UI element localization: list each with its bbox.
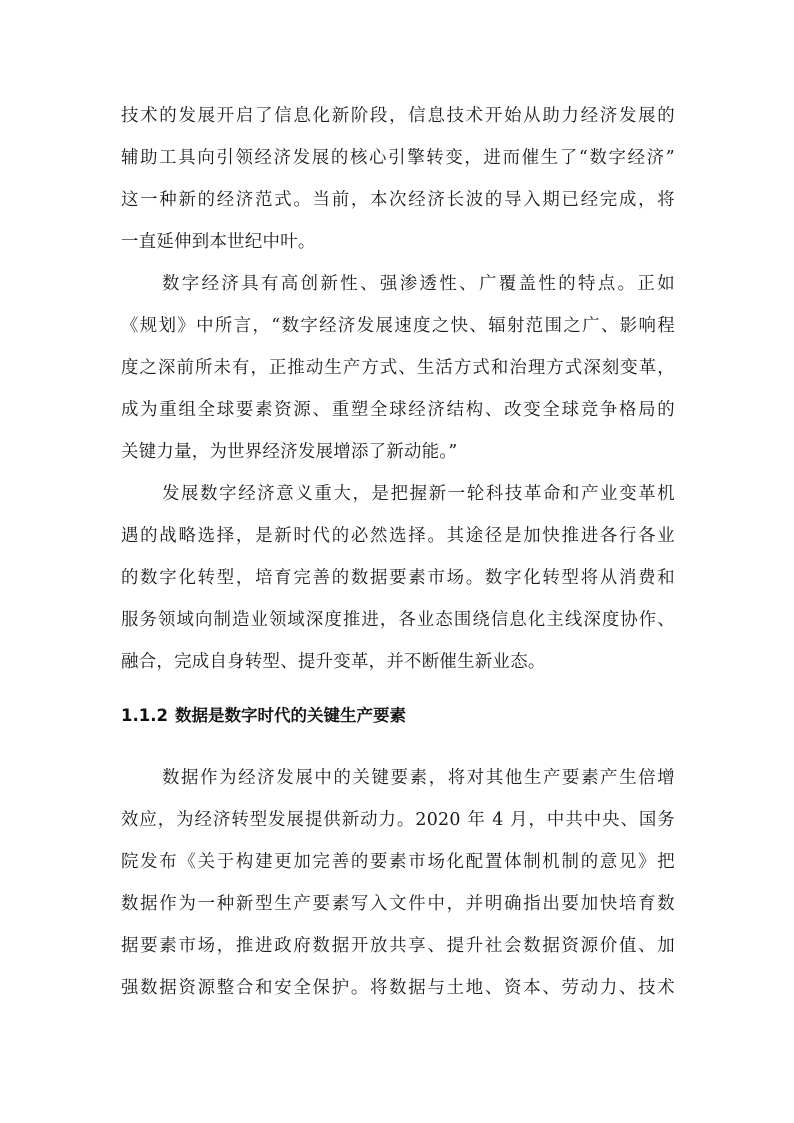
section-number: 1.1.2 <box>121 706 168 725</box>
text-line: 成为重组全球要素资源、重塑全球经济结构、改变全球竞争格局的 <box>121 400 675 420</box>
section-heading <box>121 704 406 728</box>
text-line: 一直延伸到本世纪中叶。 <box>121 232 316 252</box>
text-line: 服务领域向制造业领域深度推进，各业态围绕信息化主线深度协作、 <box>121 610 675 630</box>
text-line: 的数字化转型，培育完善的数据要素市场。数字化转型将从消费和 <box>121 568 675 588</box>
text-line: 技术的发展开启了信息化新阶段，信息技术开始从助力经济发展的 <box>121 106 675 126</box>
section-title: 数据是数字时代的关键生产要素 <box>174 706 406 725</box>
text-line: 辅助工具向引领经济发展的核心引擎转变，进而催生了“数字经济” <box>121 148 675 168</box>
text-line: 院发布《关于构建更加完善的要素市场化配置体制机制的意见》把 <box>121 852 675 872</box>
text-line: 度之深前所未有，正推动生产方式、生活方式和治理方式深刻变革， <box>121 358 675 378</box>
text-line: 遇的战略选择，是新时代的必然选择。其途径是加快推进各行各业 <box>121 526 675 546</box>
text-line: 融合，完成自身转型、提升变革，并不断催生新业态。 <box>121 652 546 672</box>
text-line: 《规划》中所言，“数字经济发展速度之快、辐射范围之广、影响程 <box>121 316 675 336</box>
text-line: 数字经济具有高创新性、强渗透性、广覆盖性的特点。正如 <box>162 274 675 294</box>
text-line: 数据作为经济发展中的关键要素，将对其他生产要素产生倍增 <box>162 768 675 788</box>
text-line: 这一种新的经济范式。当前，本次经济长波的导入期已经完成，将 <box>121 190 675 210</box>
text-line: 关键力量，为世界经济发展增添了新动能。” <box>121 442 458 462</box>
text-line: 发展数字经济意义重大，是把握新一轮科技革命和产业变革机 <box>162 484 675 504</box>
text-line: 数据作为一种新型生产要素写入文件中，并明确指出要加快培育数 <box>121 894 675 914</box>
text-line: 强数据资源整合和安全保护。将数据与土地、资本、劳动力、技术 <box>121 978 675 998</box>
text-line: 效应，为经济转型发展提供新动力。2020 年 4 月，中共中央、国务 <box>121 810 675 830</box>
text-line: 据要素市场，推进政府数据开放共享、提升社会数据资源价值、加 <box>121 936 675 956</box>
